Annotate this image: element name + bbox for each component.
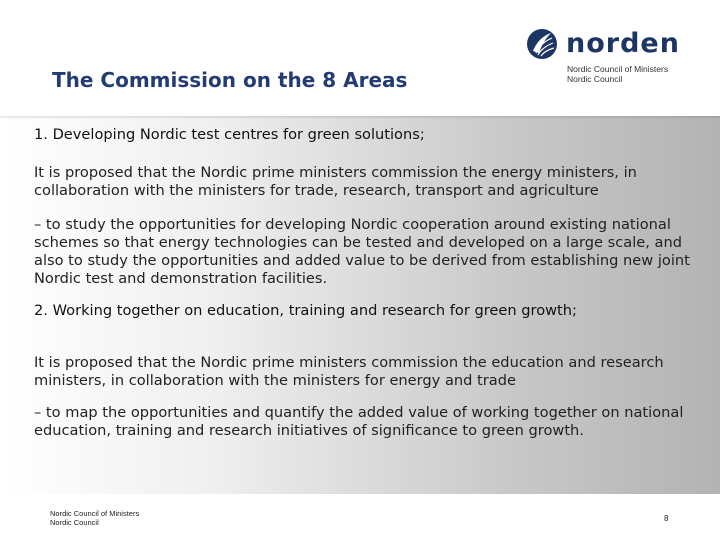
section2-paragraph2: – to map the opportunities and quantify the added value of working together on national education, training and research initiatives of significance to green growth. bbox=[34, 404, 684, 439]
section2-paragraph1: It is proposed that the Nordic prime ministers commission the education and research ministers, in collaboration with the ministers for energy and trade bbox=[34, 354, 664, 389]
swan-globe-icon bbox=[524, 26, 560, 62]
header-org-line2: Nordic Council bbox=[567, 74, 623, 84]
header-org-line1: Nordic Council of Ministers bbox=[567, 64, 669, 74]
page-number: 8 bbox=[664, 514, 669, 523]
header-organization bbox=[567, 64, 668, 84]
logo-wordmark: norden bbox=[566, 28, 680, 59]
norden-logo bbox=[524, 26, 684, 66]
footer-org-line2: Nordic Council bbox=[50, 518, 99, 527]
footer-organization bbox=[50, 509, 139, 527]
footer-org-line1: Nordic Council of Ministers bbox=[50, 509, 140, 518]
slide-title: The Commission on the 8 Areas bbox=[52, 68, 408, 92]
section1-paragraph2: – to study the opportunities for developing Nordic cooperation around existing national schemes so that energy technologies can be tested and developed on a large scale, and also to study the opportunities and added value to be derived from establishing new joint Nordic test and demonstration facilities. bbox=[34, 216, 690, 287]
section1-heading: 1. Developing Nordic test centres for green solutions; bbox=[34, 126, 425, 143]
section2-heading: 2. Working together on education, training and research for green growth; bbox=[34, 302, 577, 319]
section1-paragraph1: It is proposed that the Nordic prime ministers commission the energy ministers, in collaboration with the ministers for trade, research, transport and agriculture bbox=[34, 164, 637, 199]
